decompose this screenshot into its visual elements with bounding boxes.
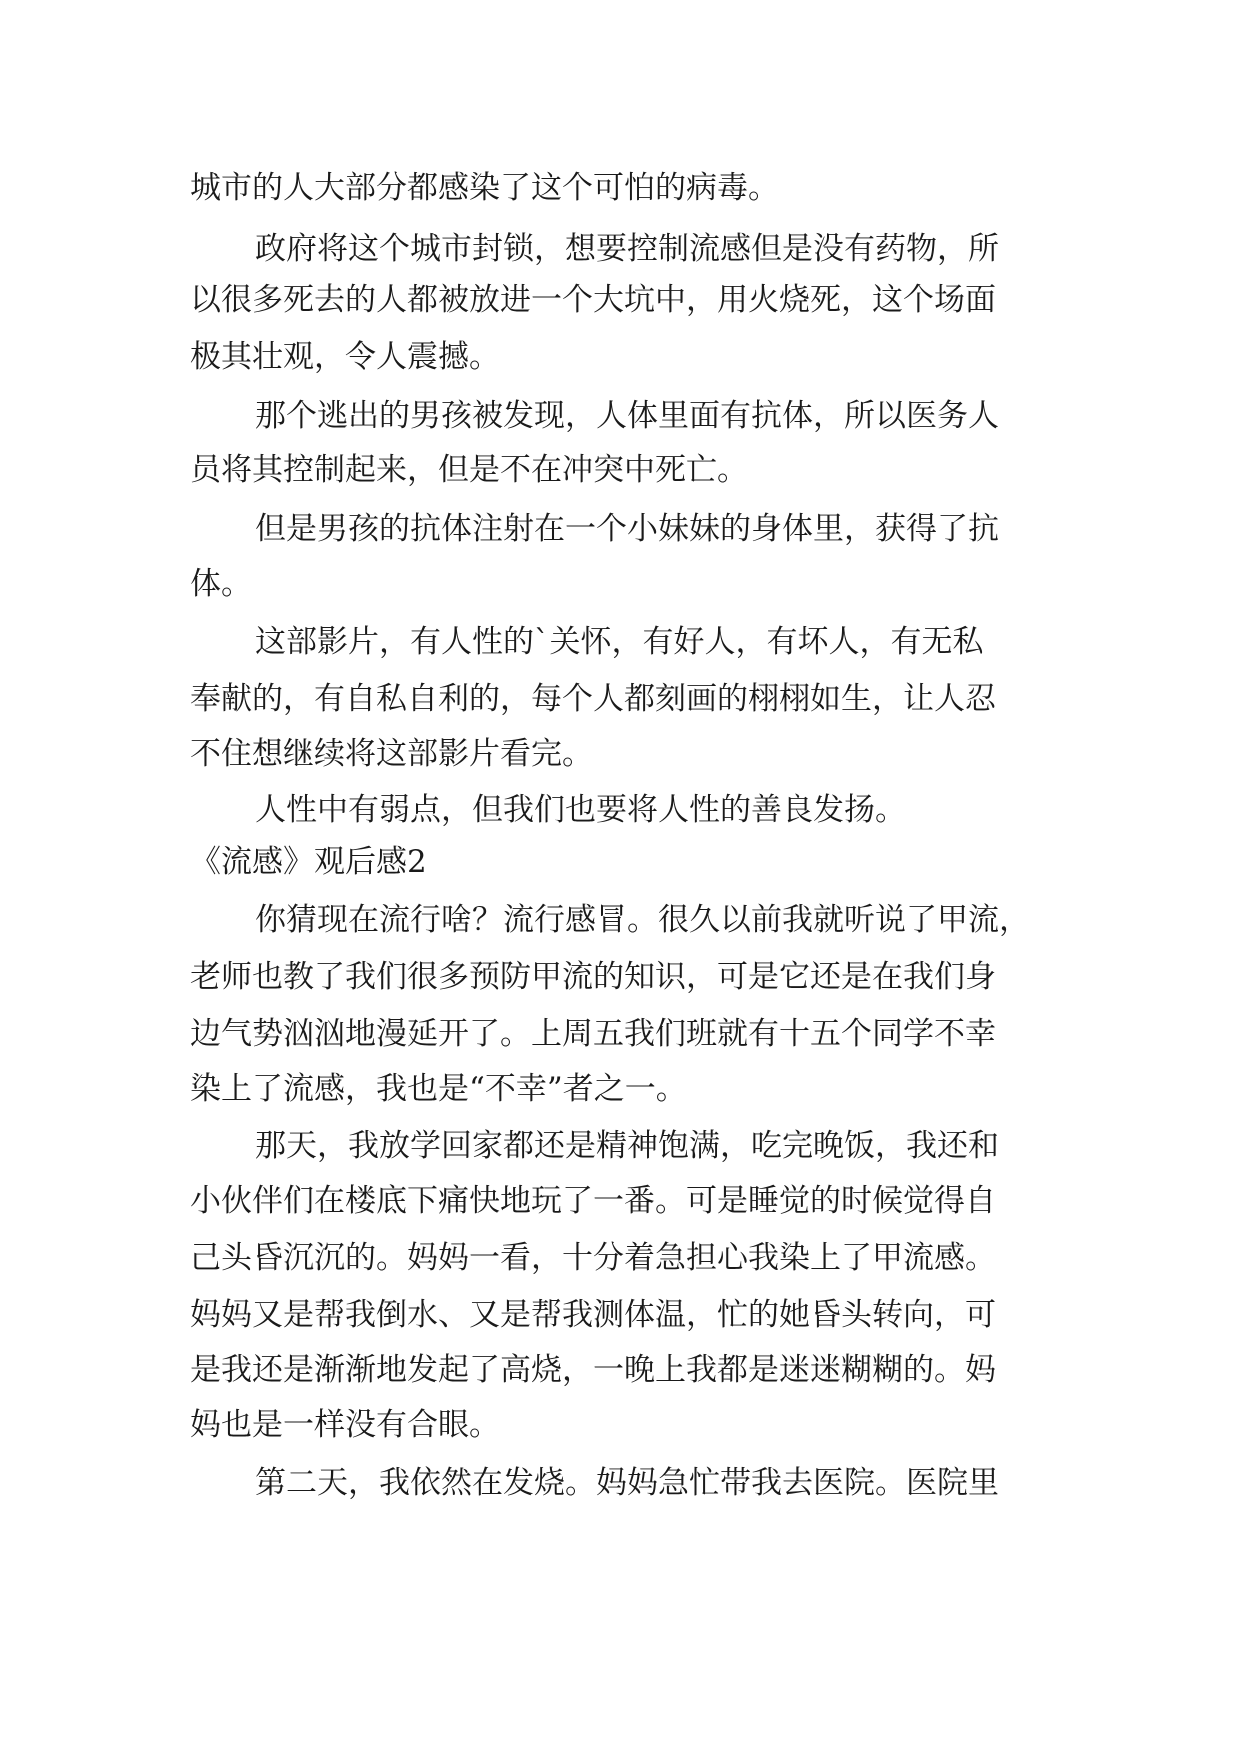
- paragraph-line: 员将其控制起来，但是不在冲突中死亡。: [190, 452, 748, 488]
- paragraph-line: 你猜现在流行啥？流行感冒。很久以前我就听说了甲流，: [255, 902, 1030, 938]
- paragraph-line: 不住想继续将这部影片看完。: [190, 736, 593, 772]
- paragraph-line: 染上了流感，我也是“不幸”者之一。: [190, 1071, 687, 1107]
- paragraph-line: 体。: [190, 566, 252, 602]
- paragraph-line: 奉献的，有自私自利的，每个人都刻画的栩栩如生，让人忍: [190, 681, 996, 717]
- paragraph-line: 以很多死去的人都被放进一个大坑中，用火烧死，这个场面: [190, 282, 996, 318]
- paragraph-line: 妈也是一样没有合眼。: [190, 1407, 500, 1443]
- paragraph-line: 极其壮观，令人震撼。: [190, 339, 500, 375]
- paragraph-line: 老师也教了我们很多预防甲流的知识，可是它还是在我们身: [190, 959, 996, 995]
- paragraph-line: 己头昏沉沉的。妈妈一看，十分着急担心我染上了甲流感。: [190, 1240, 996, 1276]
- paragraph-line: 那天，我放学回家都还是精神饱满，吃完晚饭，我还和: [255, 1128, 999, 1164]
- paragraph-line: 小伙伴们在楼底下痛快地玩了一番。可是睡觉的时候觉得自: [190, 1183, 996, 1219]
- paragraph-line: 但是男孩的抗体注射在一个小妹妹的身体里，获得了抗: [255, 511, 999, 547]
- paragraph-line: 人性中有弱点，但我们也要将人性的善良发扬。: [255, 792, 906, 828]
- paragraph-line: 妈妈又是帮我倒水、又是帮我测体温，忙的她昏头转向，可: [190, 1297, 996, 1333]
- paragraph-line: 政府将这个城市封锁，想要控制流感但是没有药物，所: [255, 231, 999, 267]
- section-heading: 《流感》观后感2: [190, 844, 427, 880]
- paragraph-line: 边气势汹汹地漫延开了。上周五我们班就有十五个同学不幸: [190, 1016, 996, 1052]
- paragraph-line: 那个逃出的男孩被发现，人体里面有抗体，所以医务人: [255, 398, 999, 434]
- paragraph-line: 城市的人大部分都感染了这个可怕的病毒。: [190, 170, 779, 206]
- paragraph-line: 是我还是渐渐地发起了高烧，一晚上我都是迷迷糊糊的。妈: [190, 1352, 996, 1388]
- paragraph-line: 这部影片，有人性的`关怀，有好人，有坏人，有无私: [255, 624, 984, 660]
- paragraph-line: 第二天，我依然在发烧。妈妈急忙带我去医院。医院里: [255, 1465, 999, 1501]
